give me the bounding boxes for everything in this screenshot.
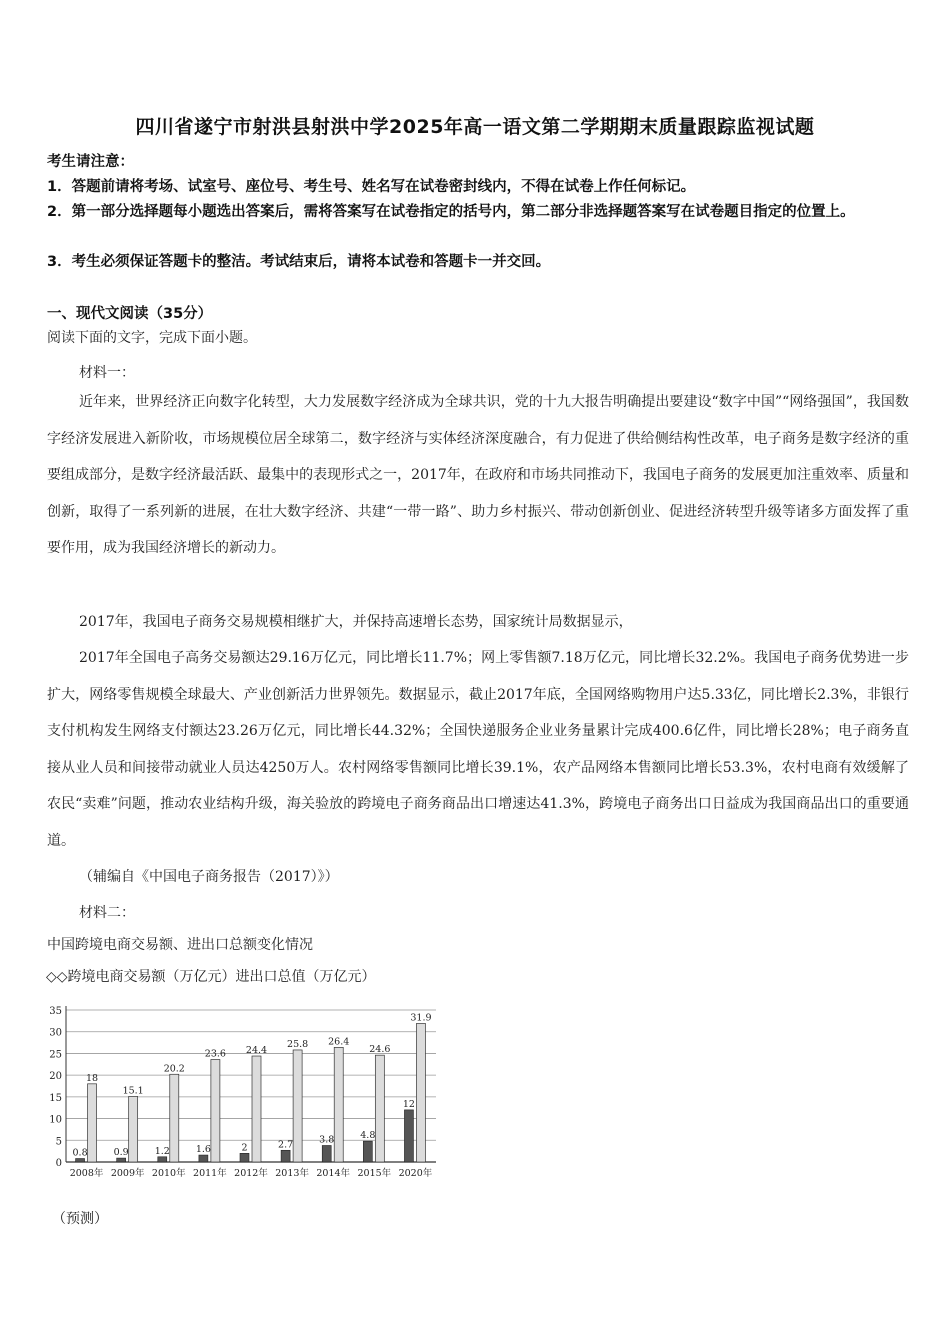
data-label-ecommerce: 2.7 xyxy=(278,1139,294,1151)
bar-ecommerce xyxy=(322,1145,331,1162)
bar-chart xyxy=(44,1000,454,1190)
data-label-total: 15.1 xyxy=(122,1085,144,1097)
notice-item-3: 3．考生必须保证答题卡的整洁。考试结束后，请将本试卷和答题卡一并交回。 xyxy=(47,254,551,270)
bar-ecommerce xyxy=(281,1150,290,1162)
y-tick-label: 15 xyxy=(49,1092,62,1104)
x-tick-label: 2011年 xyxy=(193,1168,227,1179)
chart-legend: ◇◇跨境电商交易额（万亿元）进出口总值（万亿元） xyxy=(46,969,376,985)
data-label-total: 24.4 xyxy=(245,1045,268,1057)
page-title: 四川省遂宁市射洪县射洪中学2025年高一语文第二学期期末质量跟踪监视试题 xyxy=(135,116,815,138)
bar-ecommerce xyxy=(199,1155,208,1162)
source-citation: （辅编自《中国电子商务报告（2017）》） xyxy=(79,869,339,885)
bar-chart-svg xyxy=(44,1000,454,1190)
data-label-ecommerce: 3.8 xyxy=(319,1134,335,1146)
x-tick-label: 2020年 xyxy=(398,1168,433,1179)
data-label-total: 20.2 xyxy=(163,1063,185,1075)
bar-ecommerce xyxy=(117,1158,126,1162)
y-tick-label: 25 xyxy=(49,1049,62,1061)
material1-label: 材料一： xyxy=(79,365,135,381)
bar-total xyxy=(170,1074,179,1162)
data-label-ecommerce: 1.2 xyxy=(154,1145,170,1157)
bar-ecommerce xyxy=(158,1157,167,1162)
data-label-ecommerce: 0.8 xyxy=(72,1147,88,1159)
x-tick-label: 2015年 xyxy=(357,1168,392,1179)
x-tick-label: 2013年 xyxy=(275,1168,309,1179)
y-tick-label: 30 xyxy=(49,1027,62,1039)
notice-item-1: 1．答题前请将考场、试室号、座位号、考生号、姓名写在试卷密封线内，不得在试卷上作任何标记。 xyxy=(47,179,696,195)
predict-note: （预测） xyxy=(52,1211,108,1227)
bar-total xyxy=(334,1047,343,1162)
x-tick-label: 2010年 xyxy=(151,1168,186,1179)
bar-total xyxy=(88,1084,97,1162)
bar-total xyxy=(416,1023,425,1162)
x-tick-label: 2012年 xyxy=(234,1168,268,1179)
bar-total xyxy=(375,1055,384,1162)
bar-total xyxy=(129,1096,138,1162)
data-label-ecommerce: 1.6 xyxy=(195,1144,211,1156)
material1-paragraph-3: 2017年全国电子高务交易额达29.16万亿元，同比增长11.7%；网上零售额7.18万亿元，同比增长32.2%。我国电子商务优势进一步扩大，网络零售规模全球最大、产业创新活力世界领先。数据显示，截止2017年底，全国网络购物用户达5.33亿，同比增长2.3%，非银行支付机构发生网络支付额达23.26万亿元，同比增长44.32%；全国快递服务企业业务量累计完成400.6亿件，同比增长28%；电子商务直接从业人员和间接带动就业人员达4250万人。农村网络零售额同比增长39.1%，农产品网络本售额同比增长53.3%，农村电商有效缓解了农民“卖难”问题，推动农业结构升级，海关验放的跨境电子商务商品出口增速达41.3%，跨境电子商务出口日益成为我国商品出口的重要通道。 xyxy=(47,650,909,849)
data-label-total: 18 xyxy=(86,1072,99,1084)
data-label-total: 24.6 xyxy=(369,1044,391,1056)
y-tick-label: 5 xyxy=(55,1136,62,1148)
y-tick-label: 20 xyxy=(49,1071,62,1083)
y-tick-label: 0 xyxy=(55,1158,62,1169)
chart-caption: 中国跨境电商交易额、进出口总额变化情况 xyxy=(47,937,313,953)
bar-total xyxy=(293,1050,302,1162)
data-label-ecommerce: 12 xyxy=(402,1098,415,1110)
bar-ecommerce xyxy=(76,1159,85,1162)
material1-paragraph-1: 近年来，世界经济正向数字化转型，大力发展数字经济成为全球共识，党的十九大报告明确提出要建设“数字中国”“网络强国”，我国数字经济发展进入新阶收，市场规模位居全球第二，数字经济与实体经济深度融合，有力促进了供给侧结构性改革，电子商务是数字经济的重要组成部分，是数字经济最活跃、最集中的表现形式之一，2017年，在政府和市场共同推动下，我国电子商务的发展更加注重效率、质量和创新，取得了一系列新的进展，在壮大数字经济、共建“一带一路”、助力乡村振兴、带动创新创业、促进经济转型升级等诸多方面发挥了重要作用，成为我国经济增长的新动力。 xyxy=(47,394,909,556)
section-heading: 一、现代文阅读（35分） xyxy=(47,306,213,322)
notice-heading: 考生请注意： xyxy=(47,154,134,170)
material1-paragraph-2: 2017年，我国电子商务交易规模相继扩大，并保持高速增长态势，国家统计局数据显示， xyxy=(79,614,633,630)
data-label-total: 31.9 xyxy=(410,1012,432,1024)
data-label-total: 23.6 xyxy=(204,1048,226,1060)
bar-total xyxy=(252,1056,261,1162)
notice-item-2: 2．第一部分选择题每小题选出答案后，需将答案写在试卷指定的括号内，第二部分非选择题答案写在试卷题目指定的位置上。 xyxy=(47,204,855,220)
x-tick-label: 2008年 xyxy=(69,1168,104,1179)
x-tick-label: 2014年 xyxy=(316,1168,351,1179)
data-label-ecommerce: 4.8 xyxy=(360,1130,376,1142)
data-label-total: 26.4 xyxy=(328,1036,350,1048)
bar-ecommerce xyxy=(363,1141,372,1162)
reading-instruction: 阅读下面的文字，完成下面小题。 xyxy=(47,330,257,346)
bar-total xyxy=(211,1060,220,1162)
bar-ecommerce xyxy=(240,1153,249,1162)
data-label-ecommerce: 0.9 xyxy=(113,1147,129,1159)
data-label-ecommerce: 2 xyxy=(241,1142,248,1154)
material2-label: 材料二： xyxy=(79,905,135,921)
bar-ecommerce xyxy=(404,1110,413,1162)
data-label-total: 25.8 xyxy=(287,1038,309,1050)
y-tick-label: 10 xyxy=(49,1114,62,1126)
y-tick-label: 35 xyxy=(49,1006,62,1017)
x-tick-label: 2009年 xyxy=(110,1168,145,1179)
